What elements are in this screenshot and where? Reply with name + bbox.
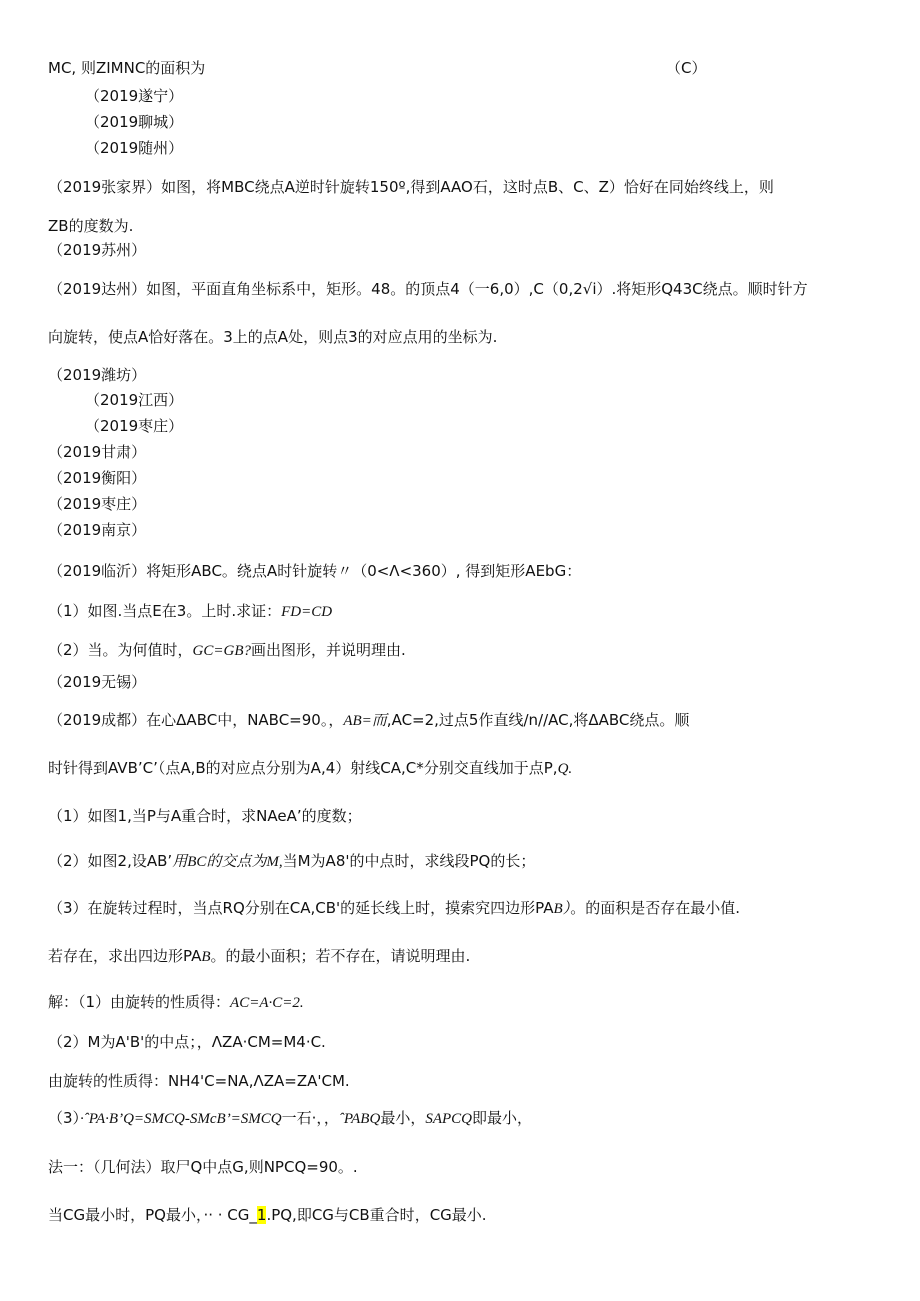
solution-line: 当CG最小时，PQ最小，·· · CG_1.PQ,即CG与CB重合时，CG最小. xyxy=(48,1206,487,1224)
math-expression: ·ˆPA·B’Q=SMCQ-SMcB’=SMCQ xyxy=(80,1111,282,1127)
math-expression: ˆPABQ xyxy=(338,1111,381,1127)
problem-text: 向旋转，使点A恰好落在。3上的点A处，则点3的对应点用的坐标为. xyxy=(48,328,498,346)
source-tag: （2019潍坊） xyxy=(48,366,147,384)
sub-question-text: （1）如图.当点E在3。上时.求证： xyxy=(48,602,282,620)
answer-choice: （C） xyxy=(666,59,707,77)
math-expression: 用BC的交点为M, xyxy=(172,854,283,870)
problem-text: ZB的度数为. xyxy=(48,217,134,235)
sub-question xyxy=(48,640,406,661)
math-expression: Q. xyxy=(557,761,573,777)
math-expression: AB=而 xyxy=(343,713,387,729)
solution-line: 由旋转的性质得：NH4'C=NA,ΛZA=ZA'CM. xyxy=(48,1072,350,1090)
math-expression: AC=A·C=2. xyxy=(230,995,304,1011)
sub-question: （3）在旋转过程时，当点RQ分别在CA,CB'的延长线上时，摸索究四边形PAB）。的面积是否存在最小值. xyxy=(48,899,740,917)
sub-question-text: （2）当。为何值时， xyxy=(48,641,193,659)
sub-question xyxy=(48,601,332,622)
source-tag: （2019江西） xyxy=(85,391,184,409)
problem-text: （2019张家界）如图，将MBC绕点A逆时针旋转150º,得到AAO石，这时点B、C、Z）恰好在同始终线上，则 xyxy=(48,178,774,196)
highlighted-text: 1 xyxy=(256,1206,267,1224)
source-tag: （2019枣庄） xyxy=(48,495,147,513)
problem-text: 时针得到AVB’C’（点A,B的对应点分别为A,4）射线CA,C*分别交直线加于点P,Q. xyxy=(48,759,573,777)
problem-text: （2019达州）如图，平面直角坐标系中，矩形。48。的顶点4（一6,0）,C（0,2√i）.将矩形Q43C绕点。顺时针方 xyxy=(48,280,808,298)
math-expression: FD=CD xyxy=(281,604,333,620)
question-stem-line: MC, 则ZIMNC的面积为 xyxy=(48,59,206,77)
source-tag: （2019聊城） xyxy=(85,113,184,131)
math-expression: B xyxy=(201,949,211,965)
source-tag: （2019衡阳） xyxy=(48,469,147,487)
sub-question: （1）如图1,当P与A重合时，求NAeA’的度数； xyxy=(48,807,362,825)
solution-line: 解：（1）由旋转的性质得：AC=A·C=2. xyxy=(48,993,304,1011)
source-tag: （2019甘肃） xyxy=(48,443,147,461)
sub-question-text: 画出图形，并说明理由. xyxy=(251,641,406,659)
problem-text: 若存在，求出四边形PAB。的最小面积；若不存在，请说明理由. xyxy=(48,947,471,965)
source-tag: （2019枣庄） xyxy=(85,417,184,435)
solution-line: （2）M为A'B'的中点；，ΛZA·CM=M4·C. xyxy=(48,1033,326,1051)
math-expression: B） xyxy=(553,901,571,917)
source-tag: （2019遂宁） xyxy=(85,87,184,105)
problem-text: （2019临沂）将矩形ABC。绕点A时针旋转〃（0<Λ<360）, 得到矩形AEbG： xyxy=(48,562,582,580)
source-tag: （2019南京） xyxy=(48,521,147,539)
problem-text: （2019成都）在心ΔABC中，NABC=90。，AB=而,AC=2,过点5作直线/n//AC,将ΔABC绕点。顺 xyxy=(48,711,690,729)
solution-line: （3）·ˆPA·B’Q=SMCQ-SMcB’=SMCQ一石·，，ˆPABQ最小，SAPCQ即最小， xyxy=(48,1109,533,1127)
source-tag: （2019随州） xyxy=(85,139,184,157)
sub-question: （2）如图2,设AB’用BC的交点为M,当M为A8'的中点时，求线段PQ的长； xyxy=(48,852,536,870)
source-tag: （2019苏州） xyxy=(48,241,147,259)
math-expression: SAPCQ xyxy=(425,1111,472,1127)
math-expression: GC=GB? xyxy=(192,643,252,659)
source-tag: （2019无锡） xyxy=(48,673,147,691)
solution-line: 法一：（几何法）取尸Q中点G,则NPCQ=90。. xyxy=(48,1158,358,1176)
